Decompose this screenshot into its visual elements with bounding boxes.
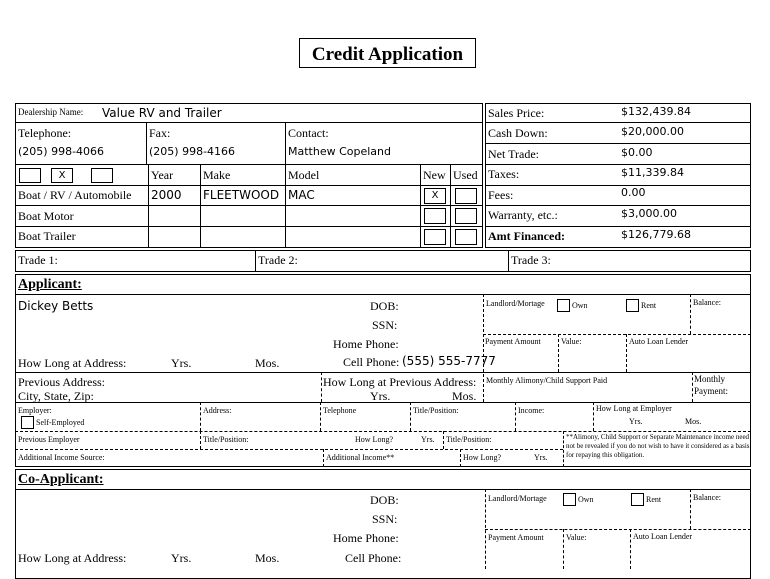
new-checkbox-row3[interactable]: [424, 229, 446, 245]
trade-3-label[interactable]: Trade 3:: [511, 253, 551, 267]
employer-title-label: Title/Position:: [413, 406, 459, 415]
divider: [563, 431, 564, 467]
add-income-yrs-label: Yrs.: [534, 453, 548, 462]
col-model: Model: [288, 168, 320, 182]
net-trade-label: Net Trade:: [488, 147, 539, 161]
prev-employer-how-long-label: How Long?: [355, 435, 393, 444]
applicant-cell-value[interactable]: (555) 555-7777: [402, 354, 496, 368]
divider: [15, 226, 483, 227]
new-checkbox-row2[interactable]: [424, 208, 446, 224]
co-rent-label: Rent: [646, 495, 662, 504]
city-state-zip-label: City, State, Zip:: [18, 389, 94, 403]
applicant-yrs-label: Yrs.: [171, 356, 192, 370]
applicant-name-value[interactable]: Dickey Betts: [18, 299, 94, 313]
divider: [15, 205, 483, 206]
divider: [15, 431, 751, 432]
fax-label: Fax:: [149, 126, 171, 140]
prev-mos-label: Mos.: [452, 389, 477, 403]
dealership-name-label: Dealership Name:: [18, 107, 84, 117]
amt-financed-value[interactable]: $126,779.68: [621, 228, 691, 241]
applicant-mos-label: Mos.: [255, 356, 280, 370]
col-year: Year: [151, 168, 174, 182]
divider: [593, 402, 594, 431]
net-trade-value[interactable]: $0.00: [621, 146, 653, 159]
monthly-label: Monthly: [694, 374, 726, 384]
alimony-note: **Alimony, Child Support or Separate Maintenance income need not be revealed if you do not wish to have it considered as a basis for repaying this obligation.: [566, 433, 750, 459]
used-checkbox-row3[interactable]: [455, 229, 477, 245]
sales-price-value[interactable]: $132,439.84: [621, 105, 691, 118]
divider: [460, 449, 461, 467]
employer-label: Employer:: [18, 406, 52, 415]
divider: [15, 164, 483, 165]
add-income-how-long-label: How Long?: [463, 453, 501, 462]
taxes-value[interactable]: $11,339.84: [621, 166, 684, 179]
applicant-rent-label: Rent: [641, 301, 657, 310]
divider: [15, 449, 563, 450]
telephone-label: Telephone:: [18, 126, 72, 140]
divider: [485, 205, 751, 206]
divider: [483, 294, 484, 402]
applicant-own-checkbox[interactable]: [557, 299, 570, 312]
applicant-how-long-label: How Long at Address:: [18, 356, 127, 370]
applicant-cell-label: Cell Phone:: [343, 355, 400, 369]
divider: [15, 294, 751, 295]
divider: [148, 164, 149, 248]
co-value-label: Value:: [566, 533, 587, 542]
vehicle-checkbox-3[interactable]: [91, 168, 113, 183]
page-title-box: [299, 38, 476, 68]
prev-employer-yrs-label: Yrs.: [421, 435, 435, 444]
co-balance-label: Balance:: [693, 493, 721, 502]
trade-1-label[interactable]: Trade 1:: [18, 253, 58, 267]
used-checkbox-row1[interactable]: [455, 188, 477, 204]
divider: [200, 402, 201, 431]
divider: [485, 143, 751, 144]
divider: [690, 489, 691, 529]
applicant-payment-amount-label: Payment Amount: [485, 337, 541, 346]
add-income-source-label: Additional Income Source:: [18, 453, 105, 462]
col-make: Make: [203, 168, 231, 182]
trade-2-label[interactable]: Trade 2:: [258, 253, 298, 267]
co-mos-label: Mos.: [255, 551, 280, 565]
divider: [626, 334, 627, 372]
prev-address-label: Previous Address:: [18, 375, 105, 389]
co-landlord-label: Landlord/Mortage: [488, 494, 547, 503]
how-long-employer-label: How Long at Employer: [596, 404, 672, 413]
applicant-dob-label: DOB:: [370, 299, 399, 313]
row-label-boat-rv-auto: Boat / RV / Automobile: [18, 188, 132, 202]
employer-address-label: Address:: [203, 406, 232, 415]
co-home-phone-label: Home Phone:: [333, 531, 399, 545]
divider: [450, 164, 451, 248]
self-employed-checkbox[interactable]: [21, 416, 34, 429]
cash-down-value[interactable]: $20,000.00: [621, 125, 684, 138]
divider: [485, 122, 751, 123]
co-own-label: Own: [578, 495, 594, 504]
prev-employer-title-label: Title/Position:: [203, 435, 249, 444]
divider: [485, 185, 751, 186]
divider: [15, 372, 751, 373]
applicant-heading: Applicant:: [18, 277, 82, 292]
trades-row: [15, 250, 751, 272]
divider: [515, 402, 516, 431]
new-checkbox-row1[interactable]: X: [424, 188, 446, 204]
vehicle-make-value[interactable]: FLEETWOOD: [203, 188, 280, 202]
cash-down-label: Cash Down:: [488, 126, 548, 140]
amt-financed-label: Amt Financed:: [488, 229, 565, 243]
page-title: Credit Application: [311, 44, 464, 65]
divider: [410, 402, 411, 431]
divider: [443, 431, 444, 449]
applicant-balance-label: Balance:: [693, 298, 721, 307]
add-income-label: Additional Income**: [326, 453, 395, 462]
employer-mos-label: Mos.: [685, 417, 702, 426]
fees-value[interactable]: 0.00: [621, 186, 646, 199]
divider: [485, 164, 751, 165]
warranty-label: Warranty, etc.:: [488, 208, 558, 222]
self-employed-label: Self-Employed: [36, 418, 85, 427]
divider: [285, 122, 286, 164]
co-rent-checkbox[interactable]: [631, 493, 644, 506]
divider: [420, 164, 421, 248]
co-dob-label: DOB:: [370, 493, 399, 507]
co-ssn-label: SSN:: [372, 512, 398, 526]
divider: [630, 529, 631, 569]
warranty-value[interactable]: $3,000.00: [621, 207, 677, 220]
divider: [690, 294, 691, 334]
payment-label: Payment:: [694, 386, 728, 396]
divider: [563, 529, 564, 569]
divider: [485, 529, 751, 530]
applicant-ssn-label: SSN:: [372, 318, 398, 332]
divider: [483, 334, 751, 335]
divider: [320, 402, 321, 431]
applicant-own-label: Own: [572, 301, 588, 310]
divider: [200, 431, 201, 449]
applicant-auto-loan-label: Auto Loan Lender: [629, 337, 689, 346]
co-how-long-label: How Long at Address:: [18, 551, 127, 565]
divider: [692, 372, 693, 402]
divider: [146, 122, 147, 164]
divider: [323, 449, 324, 467]
vehicle-model-value[interactable]: MAC: [288, 188, 315, 202]
vehicle-checkbox-2[interactable]: X: [51, 168, 73, 183]
co-auto-loan-label: Auto Loan Lender: [633, 532, 693, 541]
taxes-label: Taxes:: [488, 167, 520, 181]
alimony-label: Monthly Alimony/Child Support Paid: [486, 376, 608, 385]
co-payment-amount-label: Payment Amount: [488, 533, 544, 542]
how-long-prev-label: How Long at Previous Address:: [323, 375, 477, 389]
applicant-landlord-label: Landlord/Mortage: [486, 299, 545, 308]
co-yrs-label: Yrs.: [171, 551, 192, 565]
fax-value[interactable]: (205) 998-4166: [149, 145, 236, 158]
divider: [255, 250, 256, 272]
prev-yrs-label: Yrs.: [370, 389, 391, 403]
col-new: New: [423, 168, 446, 182]
telephone-value[interactable]: (205) 998-4066: [18, 145, 105, 158]
vehicle-checkbox-1[interactable]: [19, 168, 41, 183]
prev-employer-title2-label: Title/Position:: [446, 435, 492, 444]
employer-telephone-label: Telephone: [323, 406, 357, 415]
prev-employer-label: Previous Employer: [18, 435, 80, 444]
dealership-name-value[interactable]: Value RV and Trailer: [102, 106, 222, 120]
sales-price-label: Sales Price:: [488, 106, 545, 120]
applicant-value-label: Value:: [561, 337, 582, 346]
divider: [285, 164, 286, 248]
row-label-boat-trailer: Boat Trailer: [18, 229, 76, 243]
employer-yrs-label: Yrs.: [629, 417, 643, 426]
divider: [321, 372, 322, 402]
divider: [15, 122, 483, 123]
divider: [200, 164, 201, 248]
vehicle-year-value[interactable]: 2000: [151, 188, 182, 202]
divider: [15, 402, 751, 403]
divider: [508, 250, 509, 272]
contact-value[interactable]: Matthew Copeland: [288, 145, 392, 158]
divider: [15, 489, 751, 490]
row-label-boat-motor: Boat Motor: [18, 209, 74, 223]
co-applicant-heading: Co-Applicant:: [18, 472, 104, 487]
co-cell-label: Cell Phone:: [345, 551, 402, 565]
applicant-rent-checkbox[interactable]: [626, 299, 639, 312]
divider: [558, 334, 559, 372]
applicant-home-phone-label: Home Phone:: [333, 337, 399, 351]
contact-label: Contact:: [288, 126, 329, 140]
employer-income-label: Income:: [518, 406, 545, 415]
used-checkbox-row2[interactable]: [455, 208, 477, 224]
divider: [485, 226, 751, 227]
co-own-checkbox[interactable]: [563, 493, 576, 506]
divider: [15, 185, 483, 186]
fees-label: Fees:: [488, 188, 514, 202]
col-used: Used: [453, 168, 478, 182]
